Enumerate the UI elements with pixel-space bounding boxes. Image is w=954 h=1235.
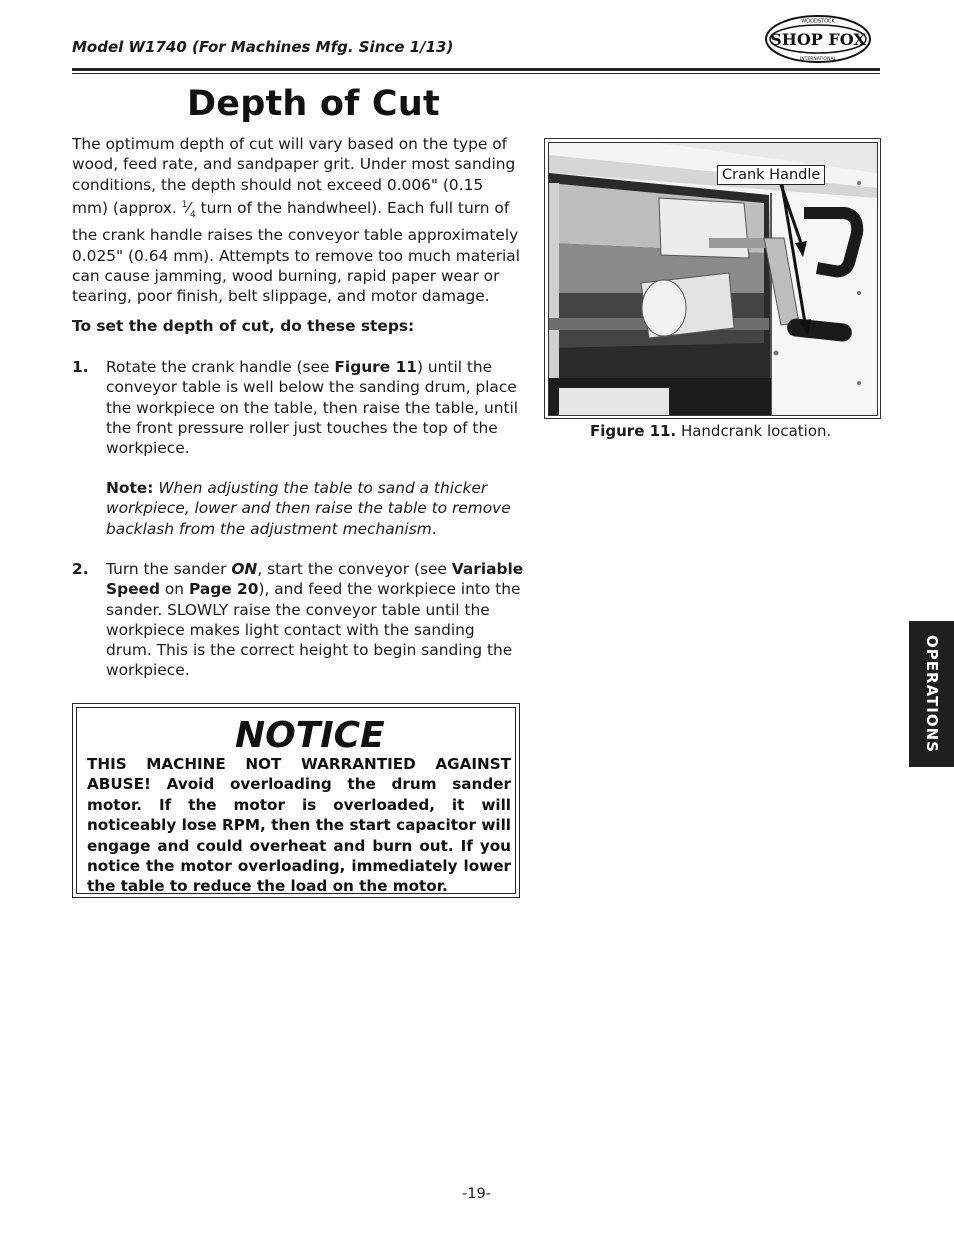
step-1-text-b: ) until the conveyor table is well below the sanding drum, place the workpiece on the table, then raise the table, until the front pressure roller just touches the top of the workpiece. xyxy=(106,358,519,458)
notice-inner-border xyxy=(76,707,516,894)
step-2-text-a: Turn the sander xyxy=(106,560,232,578)
logo-text: SHOP FOX xyxy=(770,30,866,49)
logo-ring-top: WOODSTOCK xyxy=(801,18,835,25)
step-1-number: 1. xyxy=(72,358,89,376)
note-end: . xyxy=(431,519,437,538)
step-2-text-d: ), and feed the workpiece into the sander. SLOWLY raise the conveyor table until the workpiece makes light contact with the sanding drum. This is the correct height to begin sanding the workpiece. xyxy=(106,580,521,680)
header-model-text: Model W1740 (For Machines Mfg. Since 1/13) xyxy=(72,38,454,56)
note-label: Note: xyxy=(106,479,154,497)
figure-caption-text: Handcrank location. xyxy=(676,422,832,440)
page-20-reference: Page 20 xyxy=(188,580,259,599)
note-paragraph xyxy=(106,478,526,539)
page-title: Depth of Cut xyxy=(187,84,440,124)
notice-text: THIS MACHINE NOT WARRANTIED AGAINST ABUSE! Avoid overloading the drum sander motor. If the motor is overloaded, it will noticeably lose RPM, then the start capacitor will engage and could overheat and burn out. If you notice the motor overloading, immediately lower the table to reduce the load on the motor. xyxy=(87,755,511,896)
figure-11-frame xyxy=(544,138,881,419)
figure-caption xyxy=(590,422,831,440)
header-rule-thin xyxy=(72,73,880,74)
fraction-denominator: 4 xyxy=(190,210,196,221)
fraction-numerator: 1 xyxy=(181,199,188,210)
crank-handle-callout: Crank Handle xyxy=(717,165,825,185)
step-2-text xyxy=(106,559,524,681)
intro-part2: turn of the handwheel). Each full turn of the crank handle raises the conveyor table approximately 0.025" (0.64 mm). Attempts to remove too much material can cause jamming, wood burning, rapid paper wear or tearing, poor finish, belt slippage, and motor damage. xyxy=(72,199,521,306)
intro-part1: The optimum depth of cut will vary based on the type of wood, feed rate, and sandpaper grit. Under most sanding conditions, the depth should not exceed 0.006" (0.15 mm) (approx. xyxy=(72,135,516,218)
steps-heading: To set the depth of cut, do these steps: xyxy=(72,317,415,335)
on-emphasis: ON xyxy=(231,560,258,578)
shop-fox-logo xyxy=(764,14,872,64)
variable-speed-reference: Variable Speed xyxy=(106,560,524,599)
step-1-text-a: Rotate the crank handle (see xyxy=(106,358,335,376)
handcrank-photo xyxy=(548,142,878,416)
note-text: When adjusting the table to sand a thicker workpiece, lower and then raise the table to remove backlash from the adjustment mechanism xyxy=(106,479,511,538)
page-number: -19- xyxy=(462,1186,491,1202)
step-2-text-b: , start the conveyor (see xyxy=(257,560,452,578)
side-tab-label: OPERATIONS xyxy=(922,635,941,753)
logo-ring-bottom: INTERNATIONAL xyxy=(799,57,837,62)
figure-caption-label: Figure 11. xyxy=(590,422,677,440)
step-1-text xyxy=(106,357,524,458)
step-2-number: 2. xyxy=(72,560,89,578)
figure-11-reference: Figure 11 xyxy=(334,358,417,376)
intro-paragraph: The optimum depth of cut will vary based on the type of wood, feed rate, and sandpaper grit. Under most sanding conditions, the depth should not exceed 0.006" (0.15 mm) (approx. $^1⁄_4$ turn of the handwheel). Each full turn of the crank handle raises the conveyor table approximately 0.025" (0.64 mm). Attempts to remove too much material can cause jamming, wood burning, rapid paper wear or tearing, poor finish, belt slippage, and motor damage. xyxy=(72,135,521,306)
header-rule-thick xyxy=(72,68,880,71)
notice-title: NOTICE xyxy=(235,715,385,756)
notice-box xyxy=(72,703,520,898)
step-2-text-c: on xyxy=(160,580,189,599)
operations-side-tab xyxy=(909,621,954,767)
